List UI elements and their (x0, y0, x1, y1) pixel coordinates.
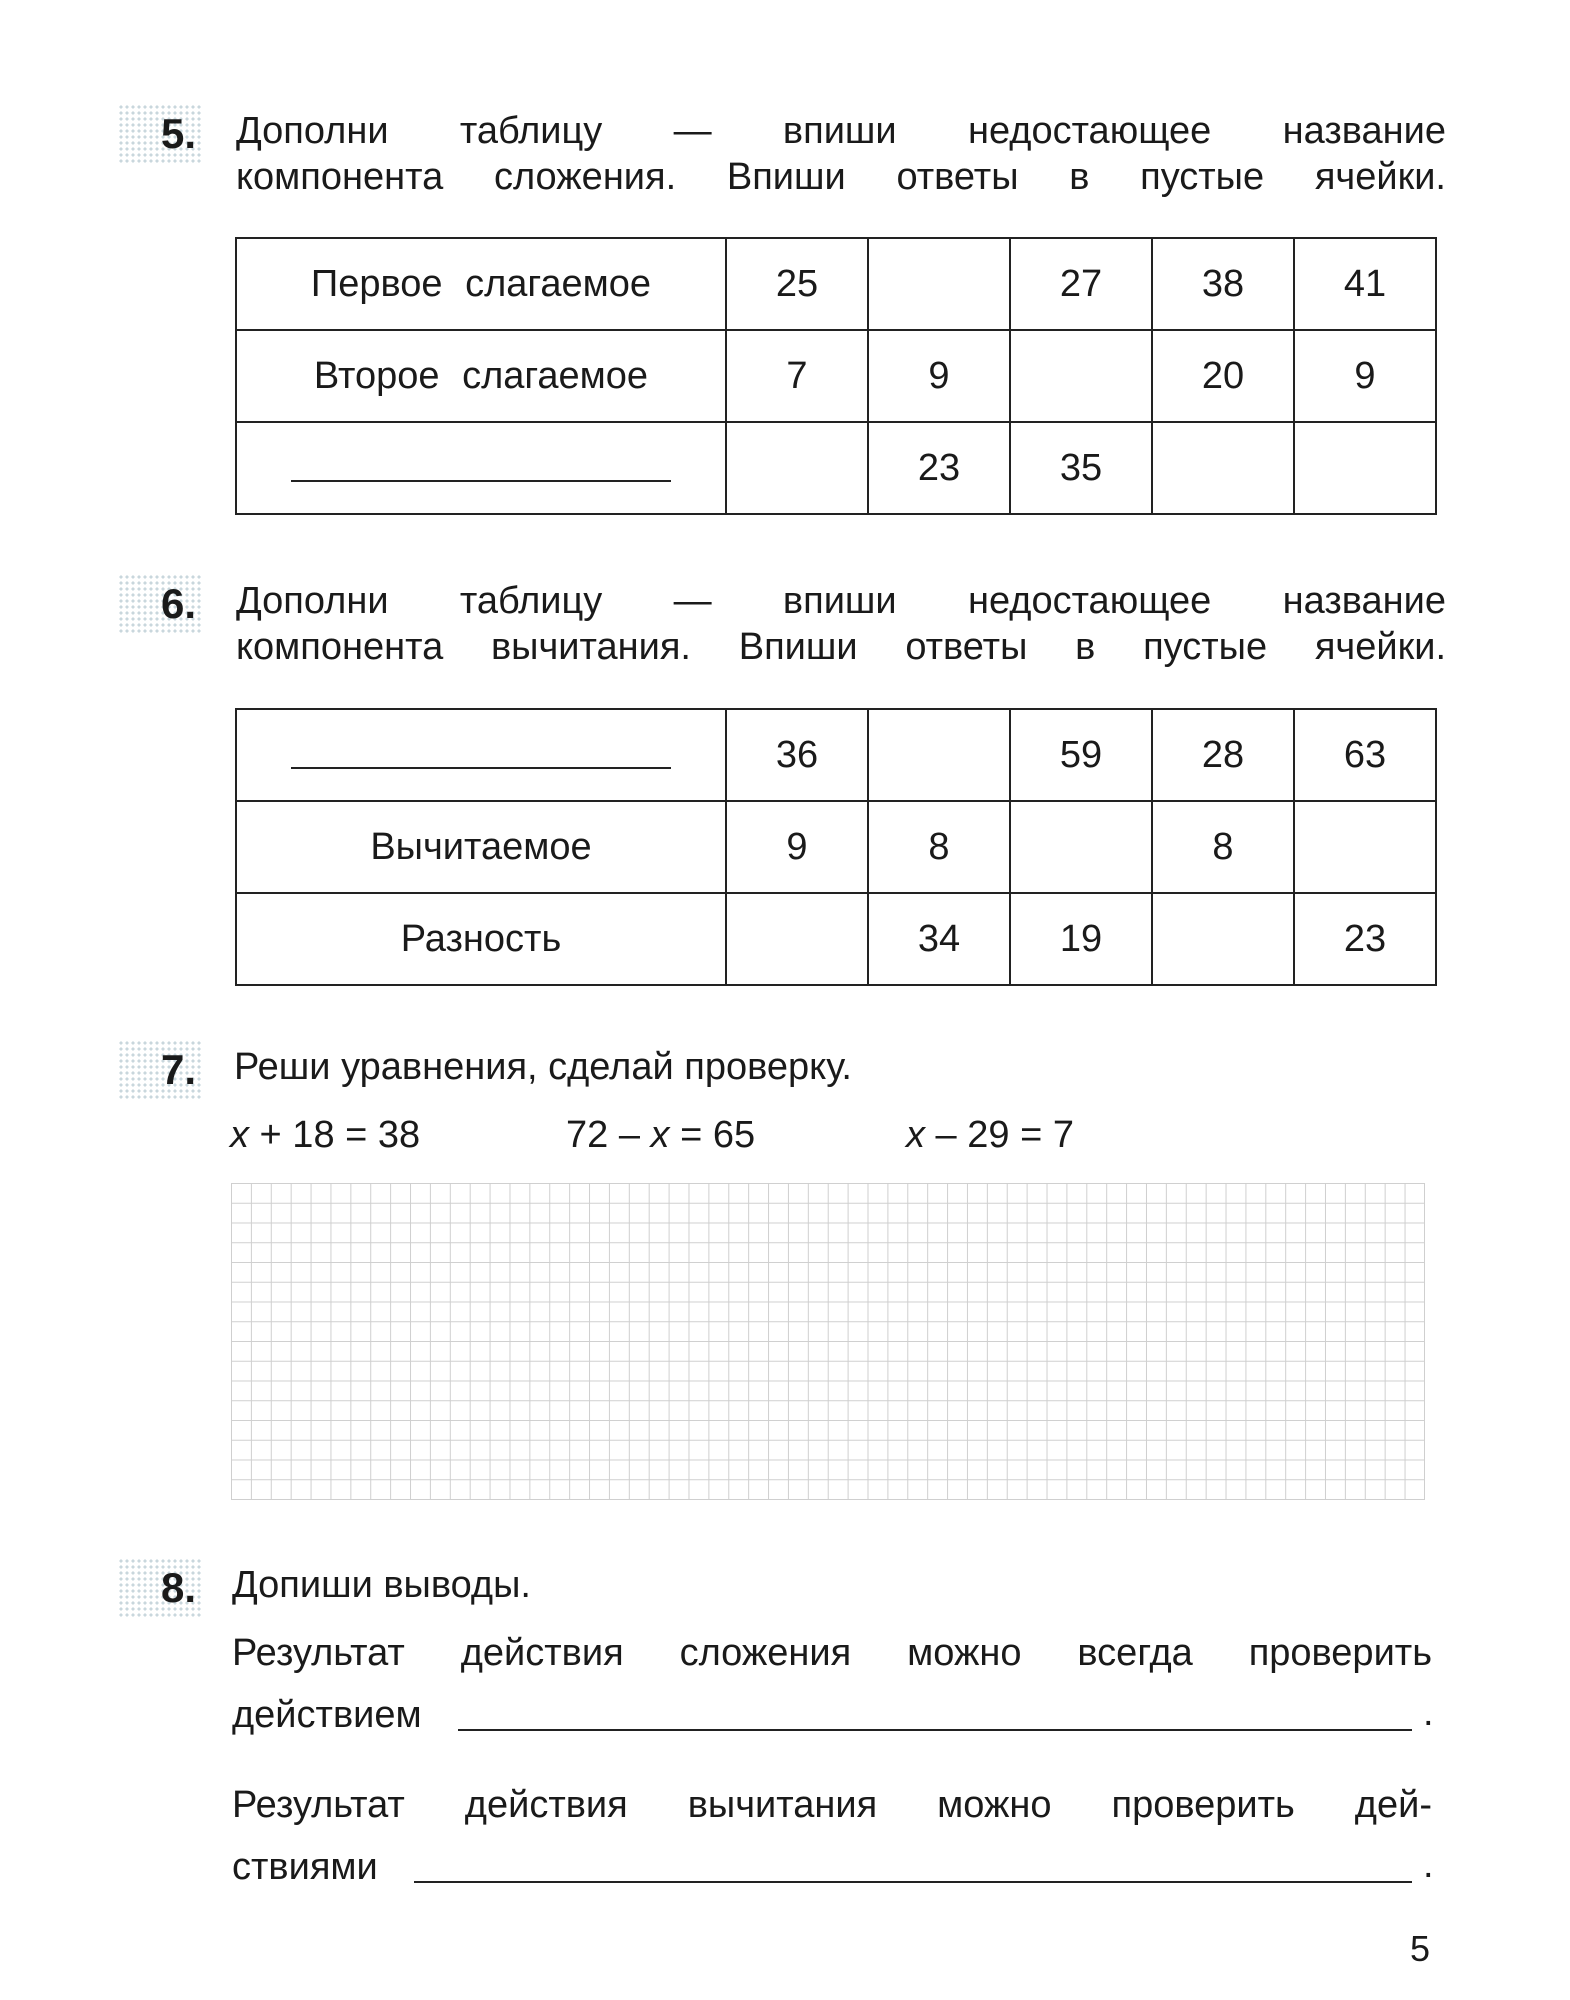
answer-cell[interactable] (726, 422, 868, 514)
table-row (236, 238, 1436, 330)
table-cell: 25 (726, 238, 868, 330)
row-label: Вычитаемое (236, 801, 726, 893)
table-cell: 41 (1294, 238, 1436, 330)
table-cell: 20 (1152, 330, 1294, 422)
page-number: 5 (1409, 1928, 1430, 1969)
table-row (236, 801, 1436, 893)
task-5-number: 5. (118, 104, 202, 164)
task-6-line-2: компонента вычитания. Впиши ответы в пустые ячейки. (236, 626, 1446, 668)
table-cell: 9 (726, 801, 868, 893)
conclusion-1-answer-line[interactable] (458, 1728, 1412, 1731)
answer-cell[interactable] (1010, 801, 1152, 893)
equation-2: 72 – x = 65 (566, 1114, 756, 1156)
row-label: Второе слагаемое (236, 330, 726, 422)
answer-cell[interactable] (1010, 330, 1152, 422)
equation-1: x + 18 = 38 (230, 1114, 421, 1156)
table-cell: 36 (726, 709, 868, 801)
task-6-number: 6. (118, 574, 202, 634)
subtraction-table (235, 708, 1437, 986)
table-cell: 63 (1294, 709, 1436, 801)
answer-cell[interactable] (726, 893, 868, 985)
answer-blank-line[interactable] (291, 479, 671, 482)
conclusion-2-answer-line[interactable] (414, 1880, 1412, 1883)
answer-cell[interactable] (868, 709, 1010, 801)
table-row (236, 893, 1436, 985)
task-7-text: Реши уравнения, сделай проверку. (234, 1046, 852, 1088)
conclusion-2-line-1: Результат действия вычитания можно проверить дей- (232, 1784, 1432, 1826)
period: . (1423, 1844, 1434, 1886)
table-cell: 9 (1294, 330, 1436, 422)
table-cell: 38 (1152, 238, 1294, 330)
table-cell: 7 (726, 330, 868, 422)
table-row (236, 709, 1436, 801)
conclusion-2-line-2: ствиями (232, 1846, 378, 1888)
table-cell: 9 (868, 330, 1010, 422)
answer-cell[interactable] (1294, 801, 1436, 893)
table-cell: 34 (868, 893, 1010, 985)
missing-name-cell[interactable] (236, 422, 726, 514)
table-cell: 23 (868, 422, 1010, 514)
table-cell: 23 (1294, 893, 1436, 985)
task-7-number: 7. (118, 1040, 202, 1100)
table-cell: 19 (1010, 893, 1152, 985)
table-row (236, 422, 1436, 514)
answer-cell[interactable] (1152, 422, 1294, 514)
table-cell: 35 (1010, 422, 1152, 514)
table-cell: 8 (1152, 801, 1294, 893)
task-5-line-2: компонента сложения. Впиши ответы в пустые ячейки. (236, 156, 1446, 198)
answer-cell[interactable] (868, 238, 1010, 330)
conclusion-1-line-1: Результат действия сложения можно всегда проверить (232, 1632, 1432, 1674)
task-6-line-1: Дополни таблицу — впиши недостающее название (236, 580, 1446, 622)
task-8-number: 8. (118, 1558, 202, 1618)
squared-answer-area[interactable] (231, 1183, 1425, 1500)
period: . (1423, 1692, 1434, 1734)
addition-table (235, 237, 1437, 515)
table-cell: 28 (1152, 709, 1294, 801)
answer-cell[interactable] (1294, 422, 1436, 514)
equation-3: x – 29 = 7 (906, 1114, 1074, 1156)
conclusion-1-line-2: действием (232, 1694, 422, 1736)
answer-blank-line[interactable] (291, 766, 671, 769)
task-5-line-1: Дополни таблицу — впиши недостающее название (236, 110, 1446, 152)
table-cell: 8 (868, 801, 1010, 893)
table-cell: 59 (1010, 709, 1152, 801)
answer-cell[interactable] (1152, 893, 1294, 985)
missing-name-cell[interactable] (236, 709, 726, 801)
row-label: Разность (236, 893, 726, 985)
table-cell: 27 (1010, 238, 1152, 330)
row-label: Первое слагаемое (236, 238, 726, 330)
table-row (236, 330, 1436, 422)
task-8-text: Допиши выводы. (232, 1564, 531, 1606)
